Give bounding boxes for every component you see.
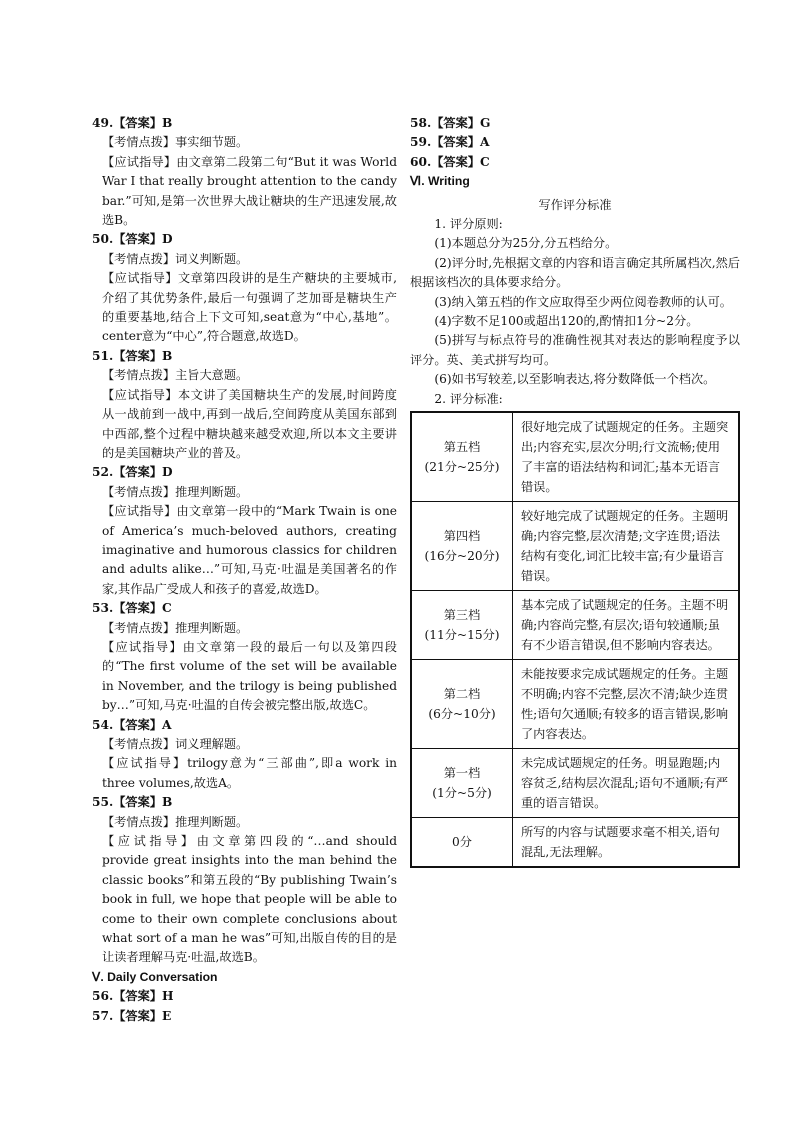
grade-row [411,412,739,502]
grade-description: 未能按要求完成试题规定的任务。主题不明确;内容不完整,层次不清;缺少连贯性;语句欠通顺;有较多的语言错误,影响了内容表达。 [513,660,740,749]
right-column [410,114,740,868]
grade-level-range: (1分~5分) [432,786,492,801]
standards-title: 2. 评分标准: [434,391,503,406]
principle-6: (6)如书写较差,以至影响表达,将分数降低一个档次。 [434,372,716,387]
grade-level-name: 第二档 [443,687,481,702]
point-52: 【考情点拨】推理判断题。 [102,484,249,499]
grade-description: 未完成试题规定的任务。明显跑题;内容贫乏,结构层次混乱;语句不通顺;有严重的语言错误。 [513,749,740,818]
guide-52: 【应试指导】由文章第一段中的“Mark Twain is one of America’s much-beloved authors, creating imaginative and humorous classics for children and adults alike…”可知,马克·吐温是美国著名的作家,其作品广受成人和孩子的喜爱,故选D。 [102,504,397,596]
answer-51: 51.【答案】B [92,348,173,363]
grade-row [411,591,739,660]
grade-level-name: 0分 [452,835,472,850]
answer-50: 50.【答案】D [92,232,173,247]
grade-level-name: 第三档 [443,608,481,623]
grade-level-cell [411,660,513,749]
grade-row [411,818,739,868]
principle-2: (2)评分时,先根据文章的内容和语言确定其所属档次,然后根据该档次的具体要求给分。 [410,255,740,290]
answer-52: 52.【答案】D [92,465,173,480]
grade-level-range: (11分~15分) [424,628,500,643]
grade-level-range: (16分~20分) [424,549,500,564]
grade-level-name: 第四档 [443,529,481,544]
grade-level-cell [411,502,513,591]
grade-level-cell [411,412,513,502]
grade-level-cell [411,591,513,660]
point-50: 【考情点拨】词义判断题。 [102,251,249,266]
point-51: 【考情点拨】主旨大意题。 [102,368,249,383]
point-49: 【考情点拨】事实细节题。 [102,135,249,150]
guide-49: 【应试指导】由文章第二段第二句“But it was World War Ⅰ that really brought attention to the candy bar.”可知,是第一次世界大战让糖块的生产迅速发展,故选B。 [102,154,397,228]
principle-5: (5)拼写与标点符号的准确性视其对表达的影响程度予以评分。英、美式拼写均可。 [410,333,740,367]
answer-59: 59.【答案】A [410,135,490,150]
guide-53: 【应试指导】由文章第一段的最后一句以及第四段的“The first volume of the set will be available in November, and the trilogy is being published by…”可知,马克·吐温的自传会被完整出版,故选C。 [102,639,397,713]
guide-50: 【应试指导】文章第四段讲的是生产糖块的主要城市,介绍了其优势条件,最后一句强调了芝加哥是糖块生产的重要基地,结合上下文可知,seat意为“中心,基地”。center意为“中心”,符合题意,故选D。 [102,271,397,344]
answer-54: 54.【答案】A [92,717,172,732]
answer-57: 57.【答案】E [92,1008,172,1023]
grade-row [411,502,739,591]
principles-title: 1. 评分原则: [434,217,503,232]
answer-49: 49.【答案】B [92,116,173,130]
principle-1: (1)本题总分为25分,分五档给分。 [434,236,618,251]
grade-level-name: 第五档 [443,440,481,455]
grade-level-range: (6分~10分) [428,707,496,722]
grade-description: 所写的内容与试题要求毫不相关,语句混乱,无法理解。 [513,818,740,868]
point-55: 【考情点拨】推理判断题。 [102,814,249,829]
rubric-title: 写作评分标准 [538,197,612,212]
section-writing: Ⅵ. Writing [410,174,470,189]
guide-54: 【应试指导】trilogy意为“三部曲”,即a work in three volumes,故选A。 [102,756,397,790]
guide-55: 【应试指导】由文章第四段的“…and should provide great insights into the man behind the classic books”和第五段的“By publishing Twain’s book in full, we hope that people will be able to come to their own complete conclusions about what sort of a man he was”可知,出版自传的目的是让读者理解马克·吐温,故选B。 [102,834,397,965]
guide-51: 【应试指导】本文讲了美国糖块生产的发展,时间跨度从一战前到一战中,再到一战后,空间跨度从美国东部到中西部,整个过程中糖块越来越受欢迎,所以本文主要讲的是美国糖块产业的普及。 [102,387,397,460]
left-column [92,114,397,1026]
grade-level-cell [411,749,513,818]
answer-58: 58.【答案】G [410,116,491,130]
grade-row [411,660,739,749]
point-54: 【考情点拨】词义理解题。 [102,737,249,751]
answer-53: 53.【答案】C [92,601,172,616]
grading-table [410,411,740,868]
grade-description: 很好地完成了试题规定的任务。主题突出;内容充实,层次分明;行文流畅;使用了丰富的语法结构和词汇;基本无语言错误。 [513,412,740,502]
answer-56: 56.【答案】H [92,989,174,1004]
grade-level-cell [411,818,513,868]
grade-row [411,749,739,818]
grade-level-name: 第一档 [443,766,481,781]
grade-description: 基本完成了试题规定的任务。主题不明确;内容尚完整,有层次;语句较通顺;虽有不少语言错误,但不影响内容表达。 [513,591,740,660]
grade-description: 较好地完成了试题规定的任务。主题明确;内容完整,层次清楚;文字连贯;语法结构有变化,词汇比较丰富;有少量语言错误。 [513,502,740,591]
point-53: 【考情点拨】推理判断题。 [102,620,249,635]
answer-55: 55.【答案】B [92,795,173,810]
answer-60: 60.【答案】C [410,154,490,169]
principle-4: (4)字数不足100或超出120的,酌情扣1分~2分。 [434,314,699,329]
section-daily-conversation: Ⅴ. Daily Conversation [92,969,218,984]
principle-3: (3)纳入第五档的作文应取得至少两位阅卷教师的认可。 [434,294,732,309]
grade-level-range: (21分~25分) [424,460,500,475]
